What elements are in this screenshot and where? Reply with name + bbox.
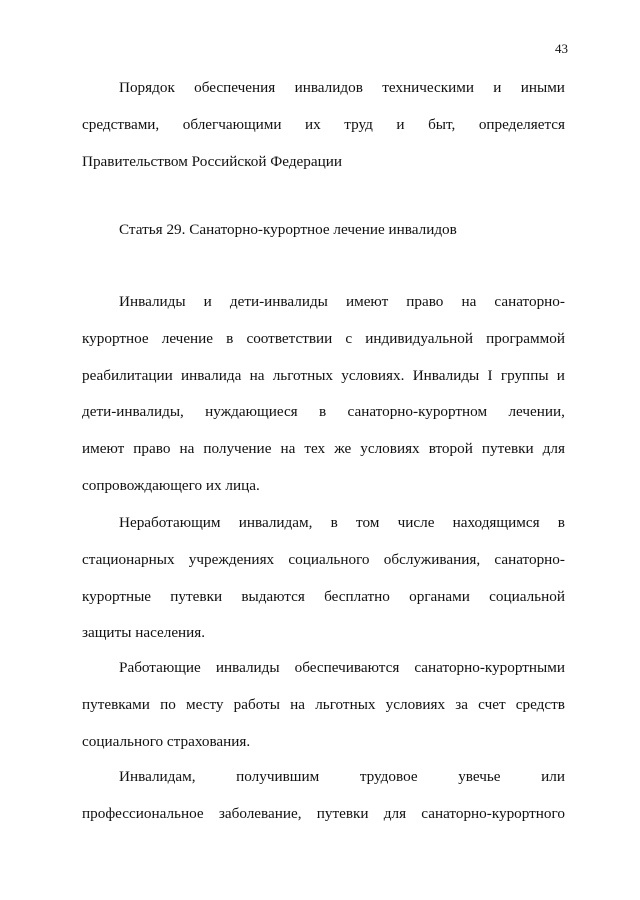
word: же <box>334 440 352 458</box>
word: инвалиды <box>215 659 280 676</box>
text-line <box>82 394 565 431</box>
paragraph-2 <box>82 505 565 652</box>
word: дети-инвалиды, <box>82 403 184 421</box>
word: социальной <box>489 587 565 605</box>
word: органами <box>409 587 470 605</box>
word: быт, <box>428 115 456 133</box>
word: обслуживания, <box>383 550 481 568</box>
word: Инвалиды <box>119 293 186 310</box>
text-line <box>82 759 565 796</box>
word: санаторно- <box>494 293 565 310</box>
text-line <box>82 687 565 724</box>
word: имеют <box>82 440 125 458</box>
word: условиях <box>385 695 446 713</box>
word: лечение <box>161 329 214 347</box>
word: средствами, <box>82 115 160 133</box>
word: санаторно-курортными <box>414 659 565 676</box>
word: группы <box>500 366 549 384</box>
word: в <box>319 403 327 421</box>
word: льготных <box>315 695 376 713</box>
word: находящимся <box>452 514 540 531</box>
word: за <box>455 695 468 713</box>
word: облегчающими <box>182 115 282 133</box>
word: в <box>226 329 234 347</box>
word: и <box>493 79 502 96</box>
text-line <box>82 505 565 542</box>
text-line <box>82 650 565 687</box>
word: обеспечиваются <box>294 659 400 676</box>
word: курортные <box>82 587 152 605</box>
word: Работающие <box>119 659 201 676</box>
text-line <box>82 321 565 358</box>
paragraph-1 <box>82 284 565 505</box>
word: Порядок <box>119 79 175 96</box>
word: тех <box>304 440 326 458</box>
word: выдаются <box>241 587 305 605</box>
word: получение <box>203 440 272 458</box>
word: на <box>249 366 265 384</box>
paragraph-3 <box>82 650 565 760</box>
word: право <box>133 440 171 458</box>
word: техническими <box>382 79 474 96</box>
word: соответствии <box>246 329 333 347</box>
word: инвалидам, <box>238 514 313 531</box>
text-line <box>82 542 565 579</box>
text-line <box>82 431 565 468</box>
word: инвалидов <box>294 79 363 96</box>
page-number: 43 <box>555 41 568 56</box>
word: индивидуальной <box>365 329 474 347</box>
word: льготных <box>272 366 333 384</box>
article-heading: Статья 29. Санаторно-курортное лечение инвалидов <box>119 221 457 238</box>
text-line <box>82 579 565 616</box>
word: путевками <box>82 695 150 713</box>
word: месту <box>185 695 224 713</box>
word: работы <box>233 695 280 713</box>
text-line <box>82 358 565 395</box>
word: определяется <box>478 115 565 133</box>
word: труд <box>344 115 373 133</box>
word: и <box>556 366 565 384</box>
word: их <box>305 115 321 133</box>
word: и <box>396 115 405 133</box>
word: с <box>345 329 353 347</box>
word: и <box>203 293 212 310</box>
word: курортное <box>82 329 149 347</box>
text-line: сопровождающего их лица. <box>82 476 260 494</box>
word: трудовое <box>359 768 418 785</box>
word: бесплатно <box>324 587 390 605</box>
word: иными <box>520 79 565 96</box>
text-line: Правительством Российской Федерации <box>82 152 343 170</box>
text-line <box>82 70 565 107</box>
word: путевки <box>316 804 369 822</box>
word: на <box>290 695 306 713</box>
word: имеют <box>345 293 389 310</box>
word: дети-инвалиды <box>229 293 328 310</box>
text-line <box>82 107 565 144</box>
word: право <box>406 293 444 310</box>
word: профессиональное <box>82 804 204 822</box>
word: условиях <box>360 440 420 458</box>
word: числе <box>397 514 435 531</box>
word: для <box>542 440 565 458</box>
text-line: социального страхования. <box>82 732 251 750</box>
word: в <box>557 514 565 531</box>
text-line <box>82 796 565 833</box>
word: санаторно-курортном <box>347 403 488 421</box>
word: условиях. <box>341 366 405 384</box>
word: Инвалидам, <box>119 768 196 785</box>
word: лечении, <box>508 403 565 421</box>
word: инвалида <box>181 366 242 384</box>
word: по <box>160 695 176 713</box>
word: санаторно- <box>494 550 565 568</box>
word: программой <box>486 329 565 347</box>
word: путевки <box>481 440 534 458</box>
word: счет <box>478 695 506 713</box>
word: I <box>487 366 493 384</box>
word: обеспечения <box>194 79 276 96</box>
word: санаторно-курортного <box>421 804 565 822</box>
word: том <box>356 514 380 531</box>
word: социального <box>288 550 370 568</box>
word: реабилитации <box>82 366 173 384</box>
word: в <box>330 514 338 531</box>
text-line: защиты населения. <box>82 624 206 642</box>
paragraph-top <box>82 70 565 180</box>
word: Инвалиды <box>412 366 480 384</box>
word: нуждающиеся <box>205 403 298 421</box>
word: учреждениях <box>188 550 275 568</box>
word: получившим <box>236 768 320 785</box>
word: увечье <box>458 768 501 785</box>
word: на <box>179 440 195 458</box>
word: для <box>383 804 407 822</box>
word: стационарных <box>82 550 175 568</box>
word: средств <box>515 695 565 713</box>
word: на <box>461 293 477 310</box>
word: заболевание, <box>218 804 302 822</box>
word: Неработающим <box>119 514 221 531</box>
word: путевки <box>170 587 223 605</box>
word: на <box>280 440 296 458</box>
text-line <box>82 284 565 321</box>
word: второй <box>428 440 473 458</box>
paragraph-4 <box>82 759 565 833</box>
word: или <box>541 768 565 785</box>
